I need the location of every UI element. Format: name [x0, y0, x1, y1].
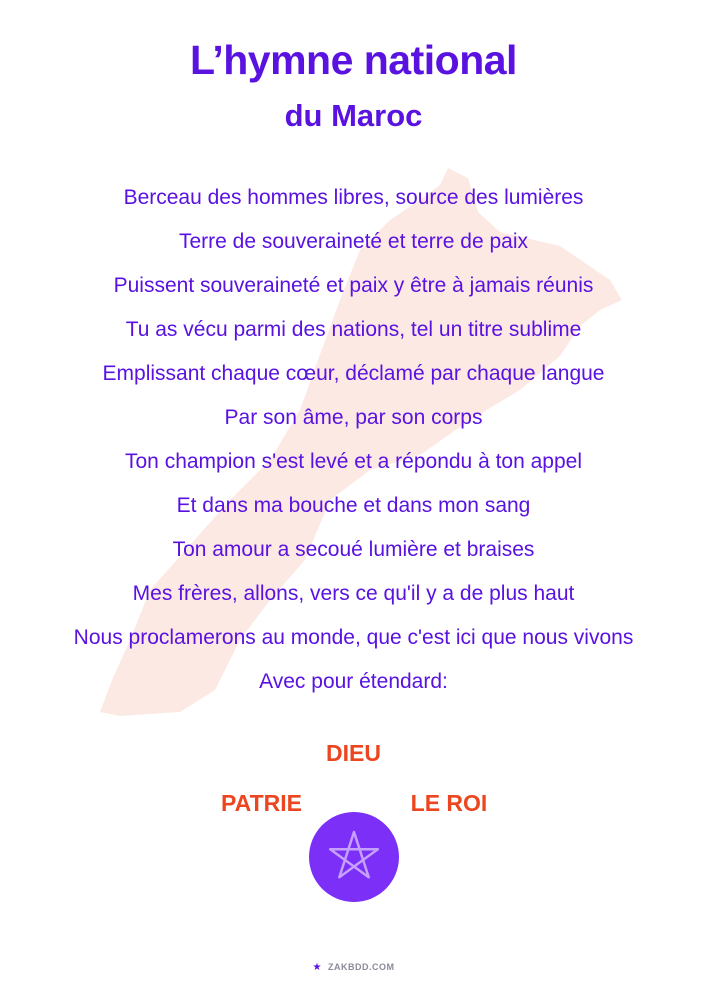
footer-site: ZAKBDD.COM	[327, 962, 395, 972]
verse-line: Par son âme, par son corps	[224, 406, 483, 429]
footer	[0, 962, 707, 973]
star-icon: ★	[312, 962, 322, 973]
verse-line: Avec pour étendard:	[259, 670, 448, 693]
verse-line: Terre de souveraineté et terre de paix	[178, 230, 529, 253]
emblem-circle	[309, 812, 399, 902]
verse-line: Ton champion s'est levé et a répondu à ton appel	[125, 450, 582, 473]
anthem-verses	[0, 180, 707, 708]
verse-line: Et dans ma bouche et dans mon sang	[176, 494, 531, 517]
motto-roi: LE ROI	[410, 790, 488, 816]
verse-line: Emplissant chaque cœur, déclamé par chaque langue	[102, 362, 605, 385]
verse-line: Nous proclamerons au monde, que c'est ici que nous vivons	[73, 626, 634, 649]
verse-line: Tu as vécu parmi des nations, tel un titre sublime	[125, 318, 582, 341]
verse-line: Mes frères, allons, vers ce qu'il y a de plus haut	[132, 582, 575, 605]
verse-line: Ton amour a secoué lumière et braises	[172, 538, 535, 561]
motto-dieu: DIEU	[326, 740, 381, 766]
motto-patrie: PATRIE	[221, 790, 302, 816]
verse-line: Puissent souveraineté et paix y être à jamais réunis	[113, 274, 594, 297]
page-title: L’hymne national	[190, 37, 517, 83]
verse-line: Berceau des hommes libres, source des lumières	[123, 186, 584, 209]
pentagram-star-icon	[309, 812, 399, 902]
page-subtitle: du Maroc	[284, 98, 423, 133]
